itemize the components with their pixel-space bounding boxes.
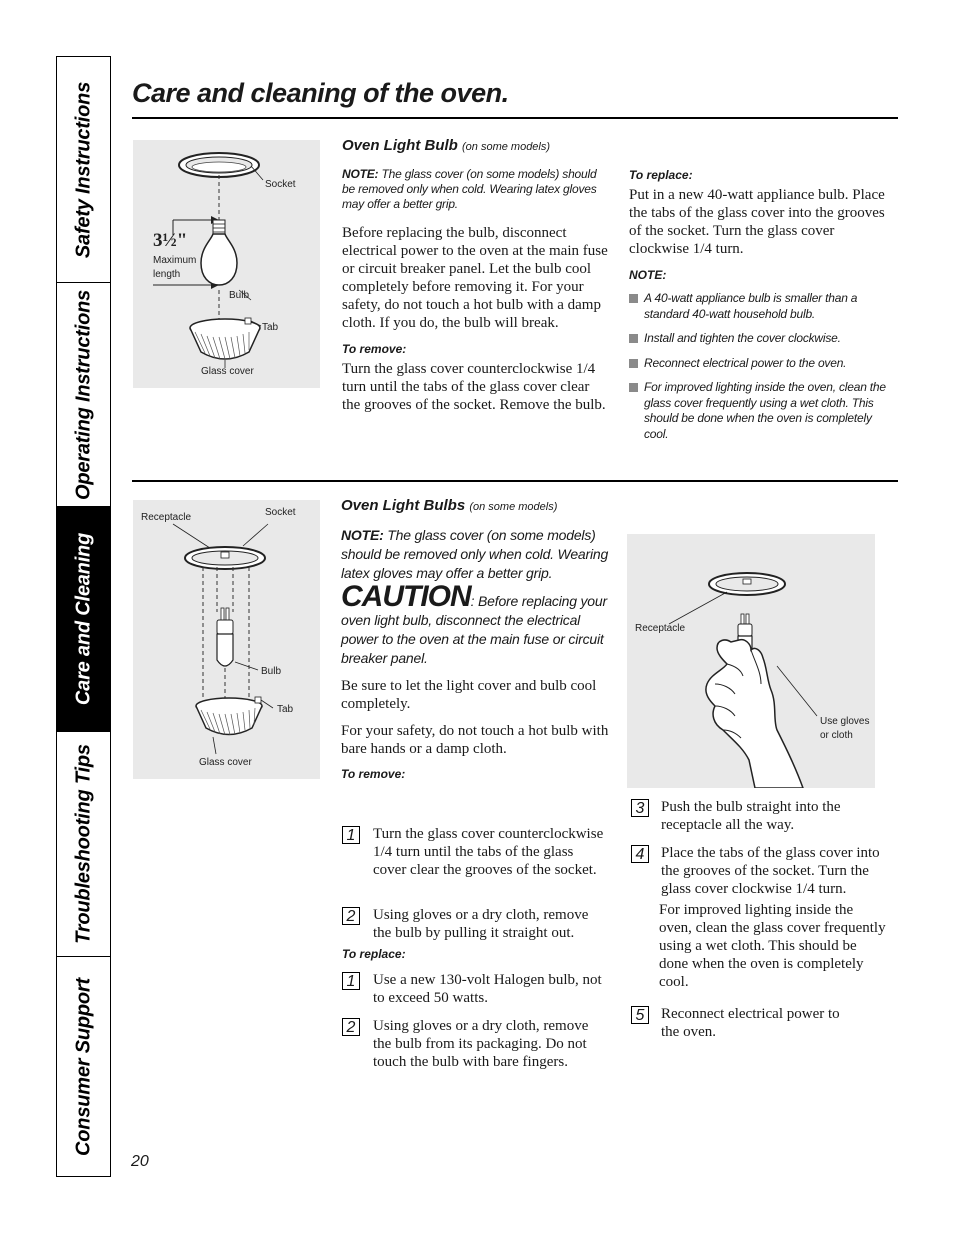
section1-replace-text: Put in a new 40-watt appliance bulb. Place the tabs of the glass cover into the grooves of the socket. Turn the glass cover clockwise 1/4 turn. (629, 187, 885, 257)
tab-label: Consumer Support (72, 977, 94, 1156)
section-divider (132, 480, 898, 482)
use-gloves-label-line-2: or cloth (820, 730, 853, 741)
page-number: 20 (131, 1153, 149, 1170)
section1-remove-text: Turn the glass cover counterclockwise 1/4 turn until the tabs of the glass cover clear the grooves of the socket. Remove the bulb. (342, 361, 606, 413)
section1-heading-qualifier: (on some models) (462, 141, 551, 153)
section2-note (341, 526, 611, 583)
note-text: The glass cover (on some models) should be removed only when cold. Wearing latex gloves may offer a better grip. (342, 167, 597, 211)
section2-heading (341, 497, 611, 514)
size-label: 3½" (153, 230, 188, 251)
tab-label: Tab (277, 704, 294, 715)
tab-troubleshooting-tips[interactable] (57, 732, 110, 957)
step-text: Turn the glass cover counterclockwise 1/4 turn until the tabs of the glass cover clear the grooves of the socket. (373, 826, 604, 878)
step-number: 3 (631, 799, 649, 817)
step-text: Reconnect electrical power to the oven. (661, 1006, 840, 1040)
tab-label: Tab (262, 322, 279, 333)
note-heading: NOTE: (629, 268, 667, 282)
square-bullet-icon (629, 294, 638, 303)
to-replace-label: To replace: (629, 168, 693, 182)
section2-left-column (341, 497, 611, 781)
step-number: 2 (342, 907, 360, 925)
section1-heading-text: Oven Light Bulb (342, 137, 458, 154)
square-bullet-icon (629, 359, 638, 368)
square-bullet-icon (629, 383, 638, 392)
halogen-bulb-diagram (133, 500, 320, 779)
section2-paragraph-2: For your safety, do not touch a hot bulb with bare hands or a damp cloth. (341, 723, 609, 757)
tab-label: Operating Instructions (72, 289, 94, 500)
section1-note (342, 167, 608, 212)
bullet-item: A 40-watt appliance bulb is smaller than a standard 40-watt household bulb. (629, 291, 891, 322)
socket-label: Socket (265, 507, 296, 518)
halogen-socket-illustration (133, 500, 320, 779)
to-replace-label: To replace: (342, 947, 406, 961)
tab-care-and-cleaning[interactable] (57, 507, 110, 732)
page-title: Care and cleaning of the oven. (132, 78, 509, 108)
tab-label: Safety Instructions (72, 81, 94, 258)
caution-text: : Before replacing your oven light bulb, disconnect the electrical power to the oven at the main fuse or circuit breaker panel. (341, 593, 607, 666)
bulb-label: Bulb (229, 290, 250, 301)
section2-heading-qualifier: (on some models) (469, 501, 558, 513)
section1-heading (342, 137, 608, 154)
section2-heading-text: Oven Light Bulbs (341, 497, 466, 514)
note-label: NOTE: (341, 527, 384, 543)
note-label: NOTE: (342, 167, 379, 181)
step-number: 1 (342, 826, 360, 844)
receptacle-label: Receptacle (635, 623, 686, 634)
section-tabs (56, 56, 111, 1177)
caution-word: CAUTION (341, 580, 471, 613)
tab-label: Care and Cleaning (72, 532, 94, 706)
tab-operating-instructions[interactable] (57, 283, 110, 507)
note-text: The glass cover (on some models) should be removed only when cold. Wearing latex gloves may offer a better grip. (341, 527, 609, 581)
glass-cover-label: Glass cover (199, 757, 252, 768)
step-text: Push the bulb straight into the receptacle all the way. (661, 799, 841, 833)
to-remove-label: To remove: (341, 767, 406, 781)
step-number: 2 (342, 1018, 360, 1036)
step-number: 1 (342, 972, 360, 990)
tab-label: Troubleshooting Tips (72, 744, 94, 944)
maximum-label: Maximum (153, 255, 197, 266)
to-remove-label: To remove: (342, 342, 407, 356)
step-number: 5 (631, 1006, 649, 1024)
step-text: Using gloves or a dry cloth, remove the bulb from its packaging. Do not touch the bulb with bare fingers. (373, 1018, 589, 1070)
use-gloves-label-line-1: Use gloves (820, 716, 870, 727)
square-bullet-icon (629, 334, 638, 343)
receptacle-label: Receptacle (141, 512, 192, 523)
section1-right-column (629, 168, 891, 442)
section1-left-column (342, 137, 608, 414)
hand-inserting-bulb-diagram (627, 534, 875, 788)
bullet-item: Reconnect electrical power to the oven. (629, 356, 891, 372)
title-rule (132, 117, 898, 119)
step-text: Place the tabs of the glass cover into the grooves of the socket. Turn the glass cover clockwise 1/4 turn. (661, 845, 880, 897)
glass-cover-label: Glass cover (201, 366, 254, 377)
step-number: 4 (631, 845, 649, 863)
oven-light-bulb-diagram (133, 140, 320, 388)
hand-illustration (627, 534, 875, 788)
section1-intro: Before replacing the bulb, disconnect electrical power to the oven at the main fuse or circuit breaker panel. Let the bulb cool completely before removing it. For your safety, do not touch a hot bulb with a damp cloth. If you do, the bulb will break. (342, 225, 608, 331)
socket-label: Socket (265, 179, 296, 190)
section2-paragraph-1: Be sure to let the light cover and bulb cool completely. (341, 678, 597, 712)
bullet-item: For improved lighting inside the oven, clean the glass cover frequently using a wet cloth. This should be done when the oven is completely cool. (629, 380, 891, 442)
step-text: Use a new 130-volt Halogen bulb, not to exceed 50 watts. (373, 972, 602, 1006)
improved-lighting-text: For improved lighting inside the oven, clean the glass cover frequently using a wet cloth. This should be done when the oven is completely cool. (659, 902, 886, 990)
tab-safety-instructions[interactable] (57, 57, 110, 283)
length-label: length (153, 269, 181, 280)
bulb-label: Bulb (261, 666, 282, 677)
bullet-item: Install and tighten the cover clockwise. (629, 331, 891, 347)
tab-consumer-support[interactable] (57, 957, 110, 1176)
step-text: Using gloves or a dry cloth, remove the bulb by pulling it straight out. (373, 907, 589, 941)
caution-block (341, 580, 611, 668)
